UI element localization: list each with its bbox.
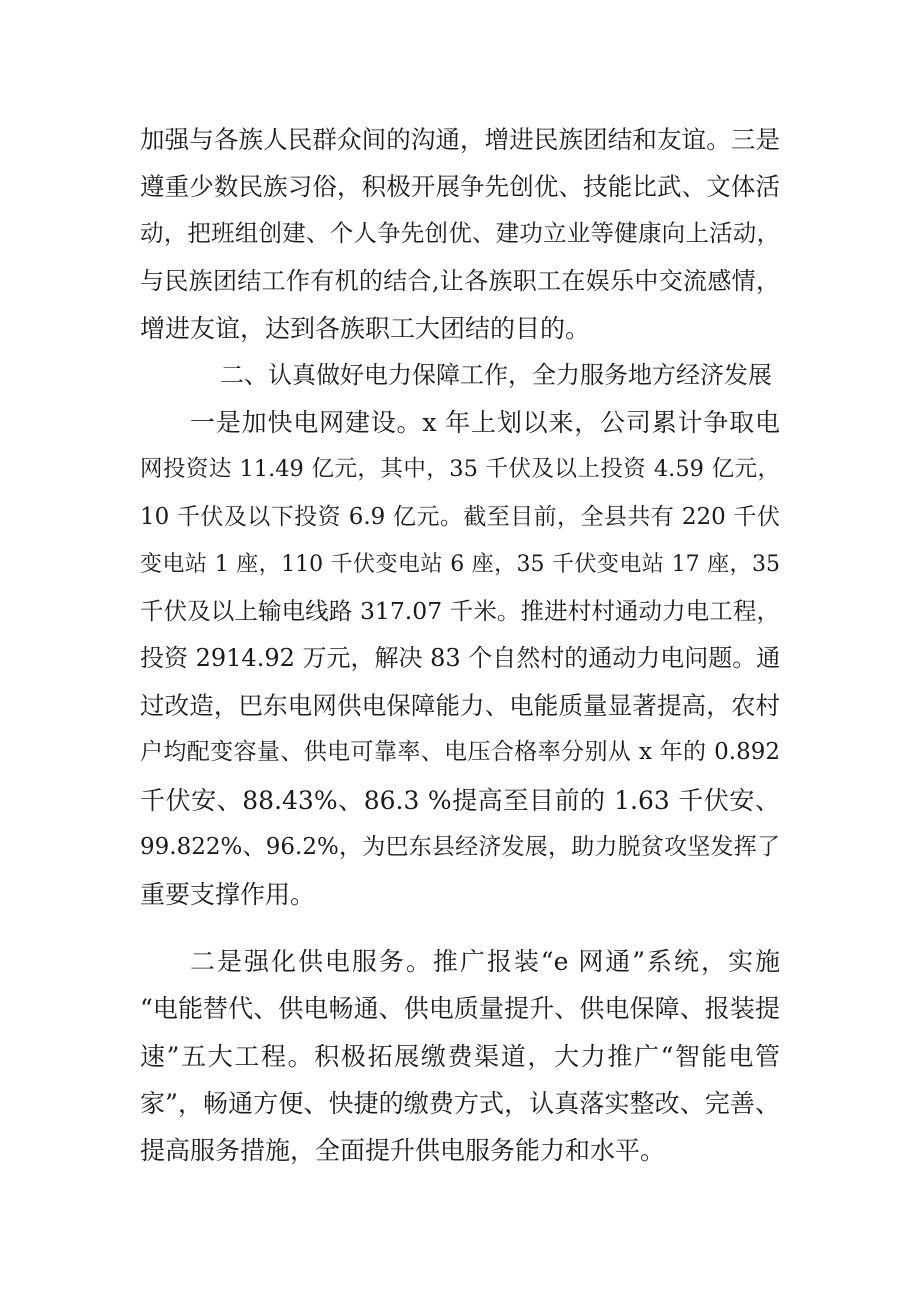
text-line: 与民族团结工作有机的结合,让各族职工在娱乐中交流感情， bbox=[140, 266, 780, 295]
text-line: “电能替代、供电畅通、供电质量提升、供电保障、报装提 bbox=[140, 994, 780, 1024]
document-body bbox=[140, 116, 780, 1174]
text-line: 动，把班组创建、个人争先创优、建功立业等健康向上活动， bbox=[140, 219, 780, 248]
paragraph-spacer bbox=[140, 918, 780, 938]
text-line: 99.822%、96.2%，为巴东县经济发展，助力脱贫攻坚发挥了 bbox=[140, 833, 780, 860]
text-line: 加强与各族人民群众间的沟通，增进民族团结和友谊。三是 bbox=[140, 125, 780, 154]
section-heading: 二、认真做好电力保障工作，全力服务地方经济发展 bbox=[220, 360, 772, 389]
text-line: 千伏安、88.43%、86.3 %提高至目前的 1.63 千伏安、 bbox=[140, 785, 780, 815]
text-line: 网投资达 11.49 亿元，其中，35 千伏及以上投资 4.59 亿元， bbox=[140, 456, 780, 483]
text-line: 遵重少数民族习俗，积极开展争先创优、技能比武、文体活 bbox=[140, 172, 780, 202]
text-line: 变电站 1 座，110 千伏变电站 6 座，35 千伏变电站 17 座，35 bbox=[140, 551, 780, 577]
paragraph-power-service bbox=[140, 938, 780, 1174]
paragraph-ethnic-unity bbox=[140, 116, 780, 352]
text-line: 10 千伏及以下投资 6.9 亿元。截至目前，全县共有 220 千伏 bbox=[140, 503, 780, 530]
text-line: 投资 2914.92 万元，解决 83 个自然村的通动力电问题。通 bbox=[140, 644, 780, 673]
paragraph-grid-construction bbox=[140, 399, 780, 918]
text-line: 速”五大工程。积极拓展缴费渠道，大力推广“智能电管 bbox=[140, 1041, 780, 1071]
text-line: 重要支撑作用。 bbox=[140, 880, 316, 909]
text-line: 二是强化供电服务。推广报装“e 网通”系统，实施 bbox=[190, 947, 780, 977]
text-line: 提高服务措施，全面提升供电服务能力和水平。 bbox=[140, 1135, 666, 1165]
text-line: 户均配变容量、供电可靠率、电压合格率分别从 x 年的 0.892 bbox=[140, 739, 780, 766]
text-line: 家”，畅通方便、快捷的缴费方式，认真落实整改、完善、 bbox=[140, 1088, 780, 1118]
text-line: 千伏及以上输电线路 317.07 千米。推进村村通动力电工程， bbox=[140, 596, 780, 625]
text-line: 增进友谊，达到各族职工大团结的目的。 bbox=[140, 313, 591, 343]
text-line: 过改造，巴东电网供电保障能力、电能质量显著提高，农村 bbox=[140, 691, 780, 721]
text-line: 一是加快电网建设。x 年上划以来，公司累计争取电 bbox=[190, 408, 780, 438]
